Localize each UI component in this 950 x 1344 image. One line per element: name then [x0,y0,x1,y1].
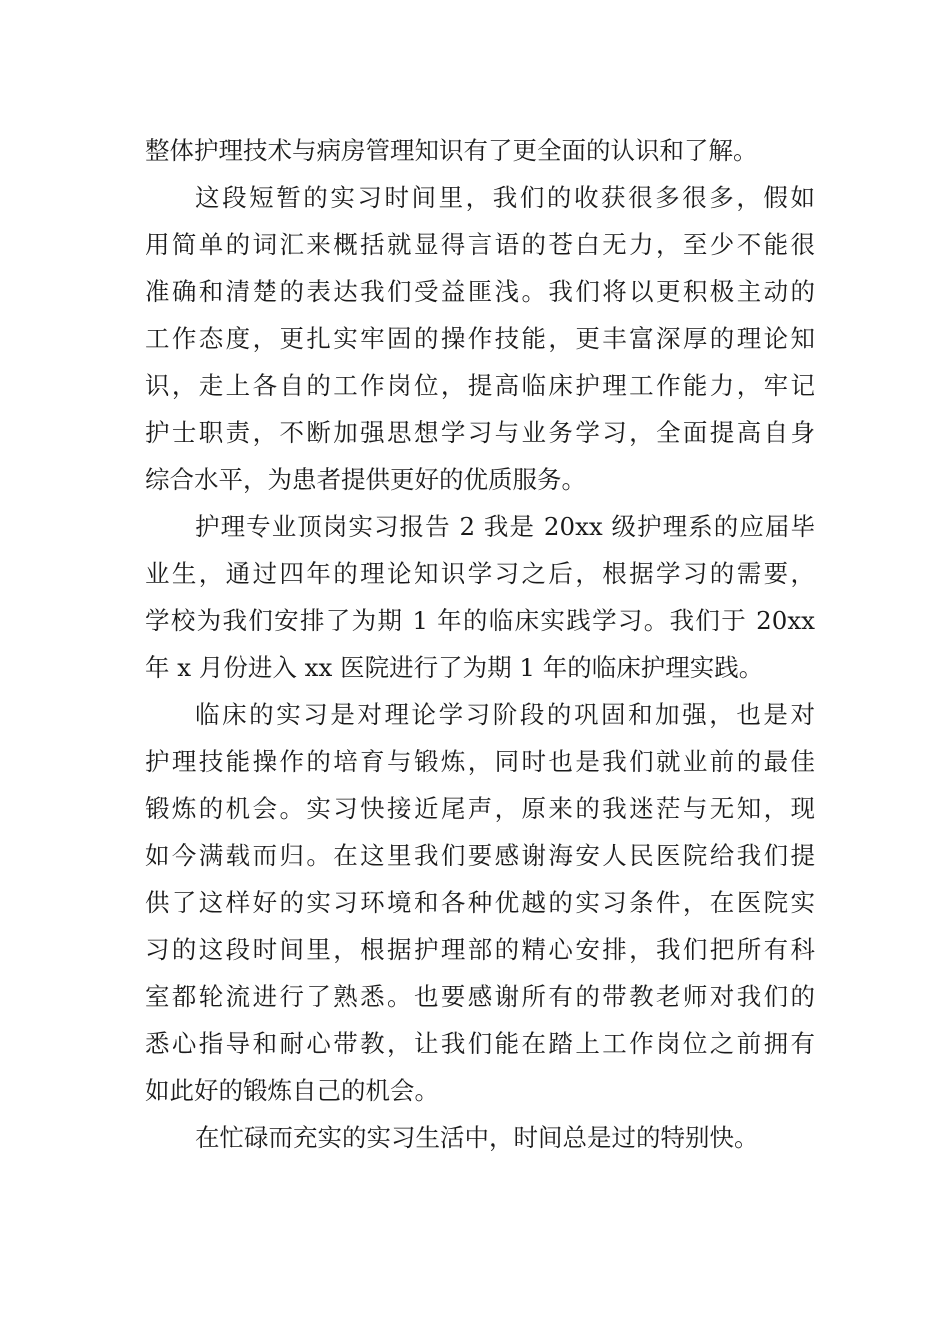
text-line: 锻炼的机会。实习快接近尾声，原来的我迷茫与无知，现 [145,794,815,823]
text-line: 这段短暂的实习时间里，我们的收获很多很多，假如 [195,183,815,212]
text-line: 综合水平，为患者提供更好的优质服务。 [145,465,586,494]
text-line: 准确和清楚的表达我们受益匪浅。我们将以更积极主动的 [145,277,815,306]
text-line: 室都轮流进行了熟悉。也要感谢所有的带教老师对我们的 [145,982,815,1011]
text-line: 护理专业顶岗实习报告 2 我是 20xx 级护理系的应届毕 [195,512,815,541]
text-line: 护理技能操作的培育与锻炼，同时也是我们就业前的最佳 [145,747,815,776]
text-line: 用简单的词汇来概括就显得言语的苍白无力，至少不能很 [145,230,815,259]
paragraph [145,174,815,503]
text-line: 在忙碌而充实的实习生活中，时间总是过的特别快。 [195,1123,759,1152]
text-line: 临床的实习是对理论学习阶段的巩固和加强，也是对 [195,700,815,729]
paragraph [145,127,815,174]
paragraph [145,503,815,691]
paragraph [145,1114,815,1161]
text-line: 业生，通过四年的理论知识学习之后，根据学习的需要， [145,559,815,588]
text-line: 如今满载而归。在这里我们要感谢海安人民医院给我们提 [145,841,815,870]
paragraph [145,691,815,1114]
text-line: 护士职责，不断加强思想学习与业务学习，全面提高自身 [145,418,815,447]
text-line: 习的这段时间里，根据护理部的精心安排，我们把所有科 [145,935,815,964]
text-line: 年 x 月份进入 xx 医院进行了为期 1 年的临床护理实践。 [145,653,764,682]
text-line: 工作态度，更扎实牢固的操作技能，更丰富深厚的理论知 [145,324,815,353]
text-line: 悉心指导和耐心带教，让我们能在踏上工作岗位之前拥有 [145,1029,815,1058]
document-body [145,127,815,1161]
text-line: 如此好的锻炼自己的机会。 [145,1076,439,1105]
text-line: 学校为我们安排了为期 1 年的临床实践学习。我们于 20xx [145,606,815,635]
text-line: 识，走上各自的工作岗位，提高临床护理工作能力，牢记 [145,371,815,400]
text-line: 整体护理技术与病房管理知识有了更全面的认识和了解。 [145,136,758,165]
text-line: 供了这样好的实习环境和各种优越的实习条件，在医院实 [145,888,815,917]
